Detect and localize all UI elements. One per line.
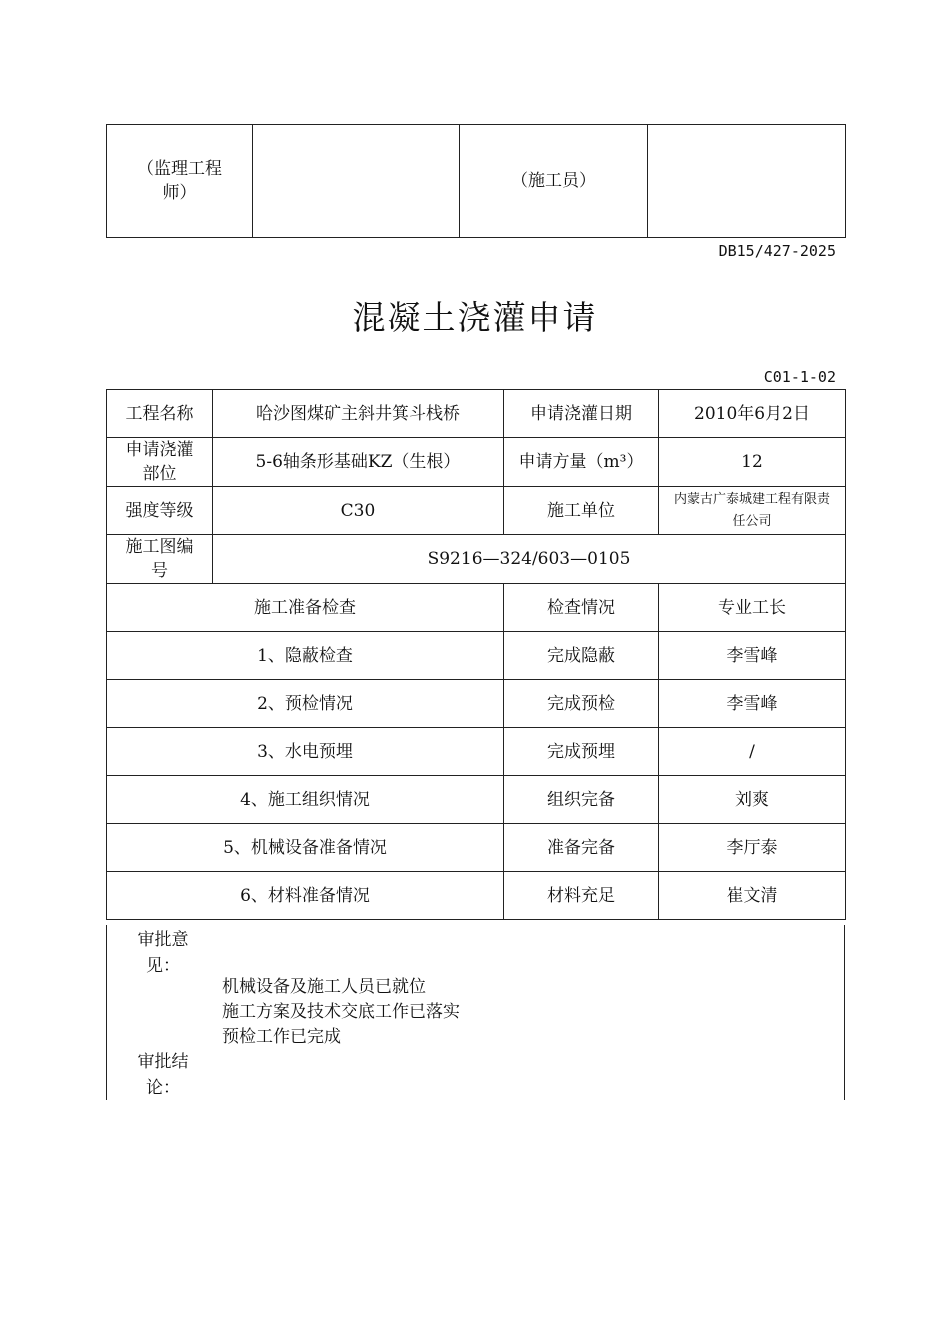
signature-table: [106, 124, 846, 238]
approval-section: [106, 925, 845, 1100]
part: 5-6轴条形基础KZ（生根）: [213, 438, 504, 487]
project-name-label: 工程名称: [107, 390, 213, 438]
check-foreman: 刘爽: [659, 776, 846, 824]
approval-opinion-line: 机械设备及施工人员已就位: [222, 977, 426, 997]
table-row: [107, 776, 846, 824]
table-row: [107, 824, 846, 872]
drawing-label: 施工图编号: [107, 535, 213, 584]
approval-conclusion-label: 审批结论：: [137, 1052, 189, 1098]
volume: 12: [659, 438, 846, 487]
check-header-status: 检查情况: [504, 584, 659, 632]
constructor-signature: [648, 125, 846, 238]
check-foreman: 崔文清: [659, 872, 846, 920]
approval-opinion-line: 施工方案及技术交底工作已落实: [222, 1002, 460, 1022]
supervisor-label: （监理工程师）: [107, 125, 253, 238]
grade-label: 强度等级: [107, 487, 213, 535]
apply-date-label: 申请浇灌日期: [504, 390, 659, 438]
unit-label: 施工单位: [504, 487, 659, 535]
standard-code: DB15/427-2025: [718, 242, 836, 260]
pour-application-table: [106, 389, 846, 920]
form-code: C01-1-02: [763, 368, 836, 386]
table-row: [107, 632, 846, 680]
check-foreman: /: [659, 728, 846, 776]
check-item: 5、机械设备准备情况: [107, 824, 504, 872]
check-header-foreman: 专业工长: [659, 584, 846, 632]
check-foreman: 李雪峰: [659, 680, 846, 728]
check-item: 3、水电预埋: [107, 728, 504, 776]
page-title: 混凝土浇灌申请: [352, 298, 598, 337]
drawing-number: S9216—324/603—0105: [213, 535, 846, 584]
supervisor-signature: [253, 125, 460, 238]
table-row: [107, 728, 846, 776]
project-name: 哈沙图煤矿主斜井箕斗栈桥: [213, 390, 504, 438]
check-header-item: 施工准备检查: [107, 584, 504, 632]
check-foreman: 李厅泰: [659, 824, 846, 872]
check-item: 2、预检情况: [107, 680, 504, 728]
check-status: 组织完备: [504, 776, 659, 824]
apply-date: 2010年6月2日: [659, 390, 846, 438]
volume-label: 申请方量（m³）: [504, 438, 659, 487]
part-label: 申请浇灌部位: [107, 438, 213, 487]
approval-opinion-label: 审批意见：: [137, 930, 189, 976]
check-item: 1、隐蔽检查: [107, 632, 504, 680]
construction-unit: 内蒙古广泰城建工程有限责任公司: [659, 487, 846, 535]
check-status: 完成预埋: [504, 728, 659, 776]
constructor-label: （施工员）: [460, 125, 648, 238]
check-status: 材料充足: [504, 872, 659, 920]
check-status: 准备完备: [504, 824, 659, 872]
approval-opinion-line: 预检工作已完成: [222, 1027, 341, 1047]
grade: C30: [213, 487, 504, 535]
table-row: [107, 872, 846, 920]
check-item: 4、施工组织情况: [107, 776, 504, 824]
table-row: [107, 680, 846, 728]
check-foreman: 李雪峰: [659, 632, 846, 680]
check-item: 6、材料准备情况: [107, 872, 504, 920]
check-status: 完成隐蔽: [504, 632, 659, 680]
check-status: 完成预检: [504, 680, 659, 728]
